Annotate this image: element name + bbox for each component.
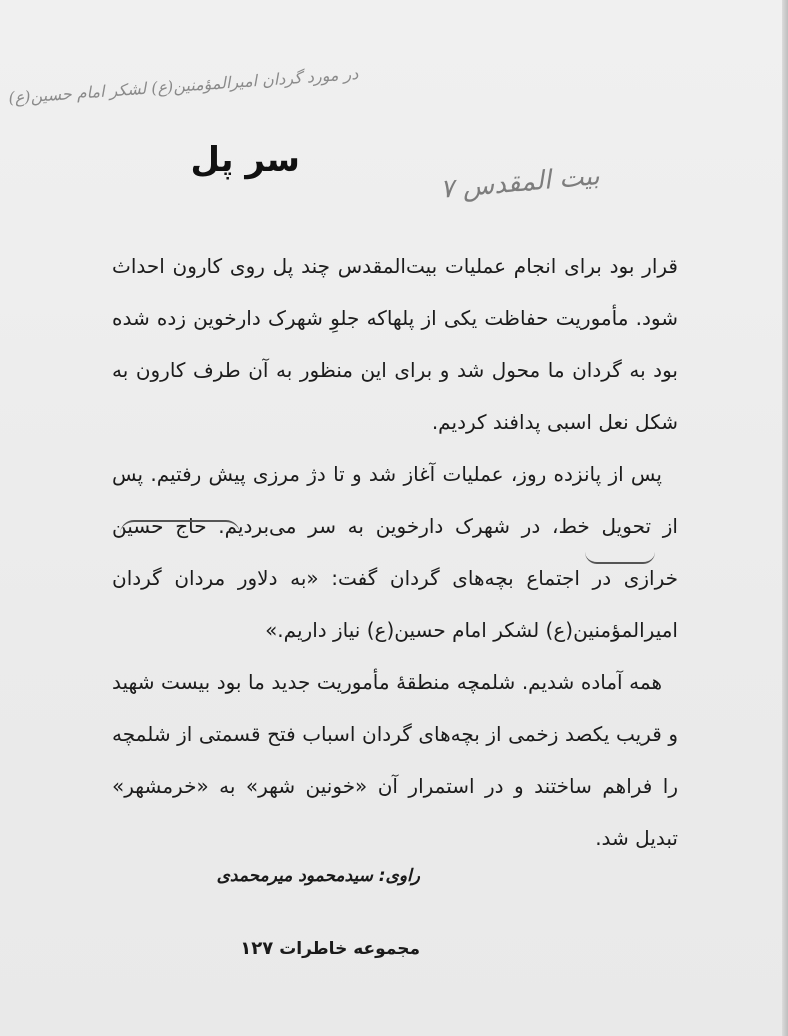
page-edge-shadow: [782, 0, 788, 1036]
pen-overline-mark: [120, 520, 240, 534]
handwritten-top-note: در مورد گردان امیرالمؤمنین(ع) لشکر امام حسین(ع): [8, 64, 360, 108]
paragraph-3: همه آماده شدیم. شلمچه منطقهٔ مأموریت جدید ما بود بیست شهید و قریب یکصد زخمی از بچه‌های گردان اسباب فتح قسمتی از شلمچه را فراهم ساختند و در استمرار آن «خونین شهر» به «خرمشهر» تبدیل شد.: [112, 670, 678, 850]
paragraph-1: قرار بود برای انجام عملیات بیت‌المقدس چند پل روی کارون احداث شود. مأموریت حفاظت یکی از پلهاکه جلوِ شهرک دارخوین زده شده بود به گردان ما محول شد و برای این منظور به آن طرف کارون به شکل نعل اسبی پدافند کردیم.: [112, 254, 678, 434]
handwritten-side-note: ۷ بیت المقدس: [438, 161, 601, 205]
page-number: ۱۲۷: [240, 938, 274, 959]
narrator-credit: راوی: سیدمحمود میرمحمدی: [216, 866, 420, 886]
paragraph-2: پس از پانزده روز، عملیات آغاز شد و تا دژ مرزی پیش رفتیم. پس از تحویل خط، در شهرک دارخوین به سر می‌بردیم. حاج حسین خرازی در اجتماع بچه‌های گردان گفت: «به دلاور مردان گردان امیرالمؤمنین(ع) لشکر امام حسین(ع) نیاز داریم.»: [112, 462, 678, 642]
page-footer: [110, 938, 420, 959]
footer-book-title: مجموعه خاطرات: [279, 939, 420, 959]
pen-underline-mark: [585, 552, 655, 564]
story-title: سر پل: [190, 140, 300, 180]
